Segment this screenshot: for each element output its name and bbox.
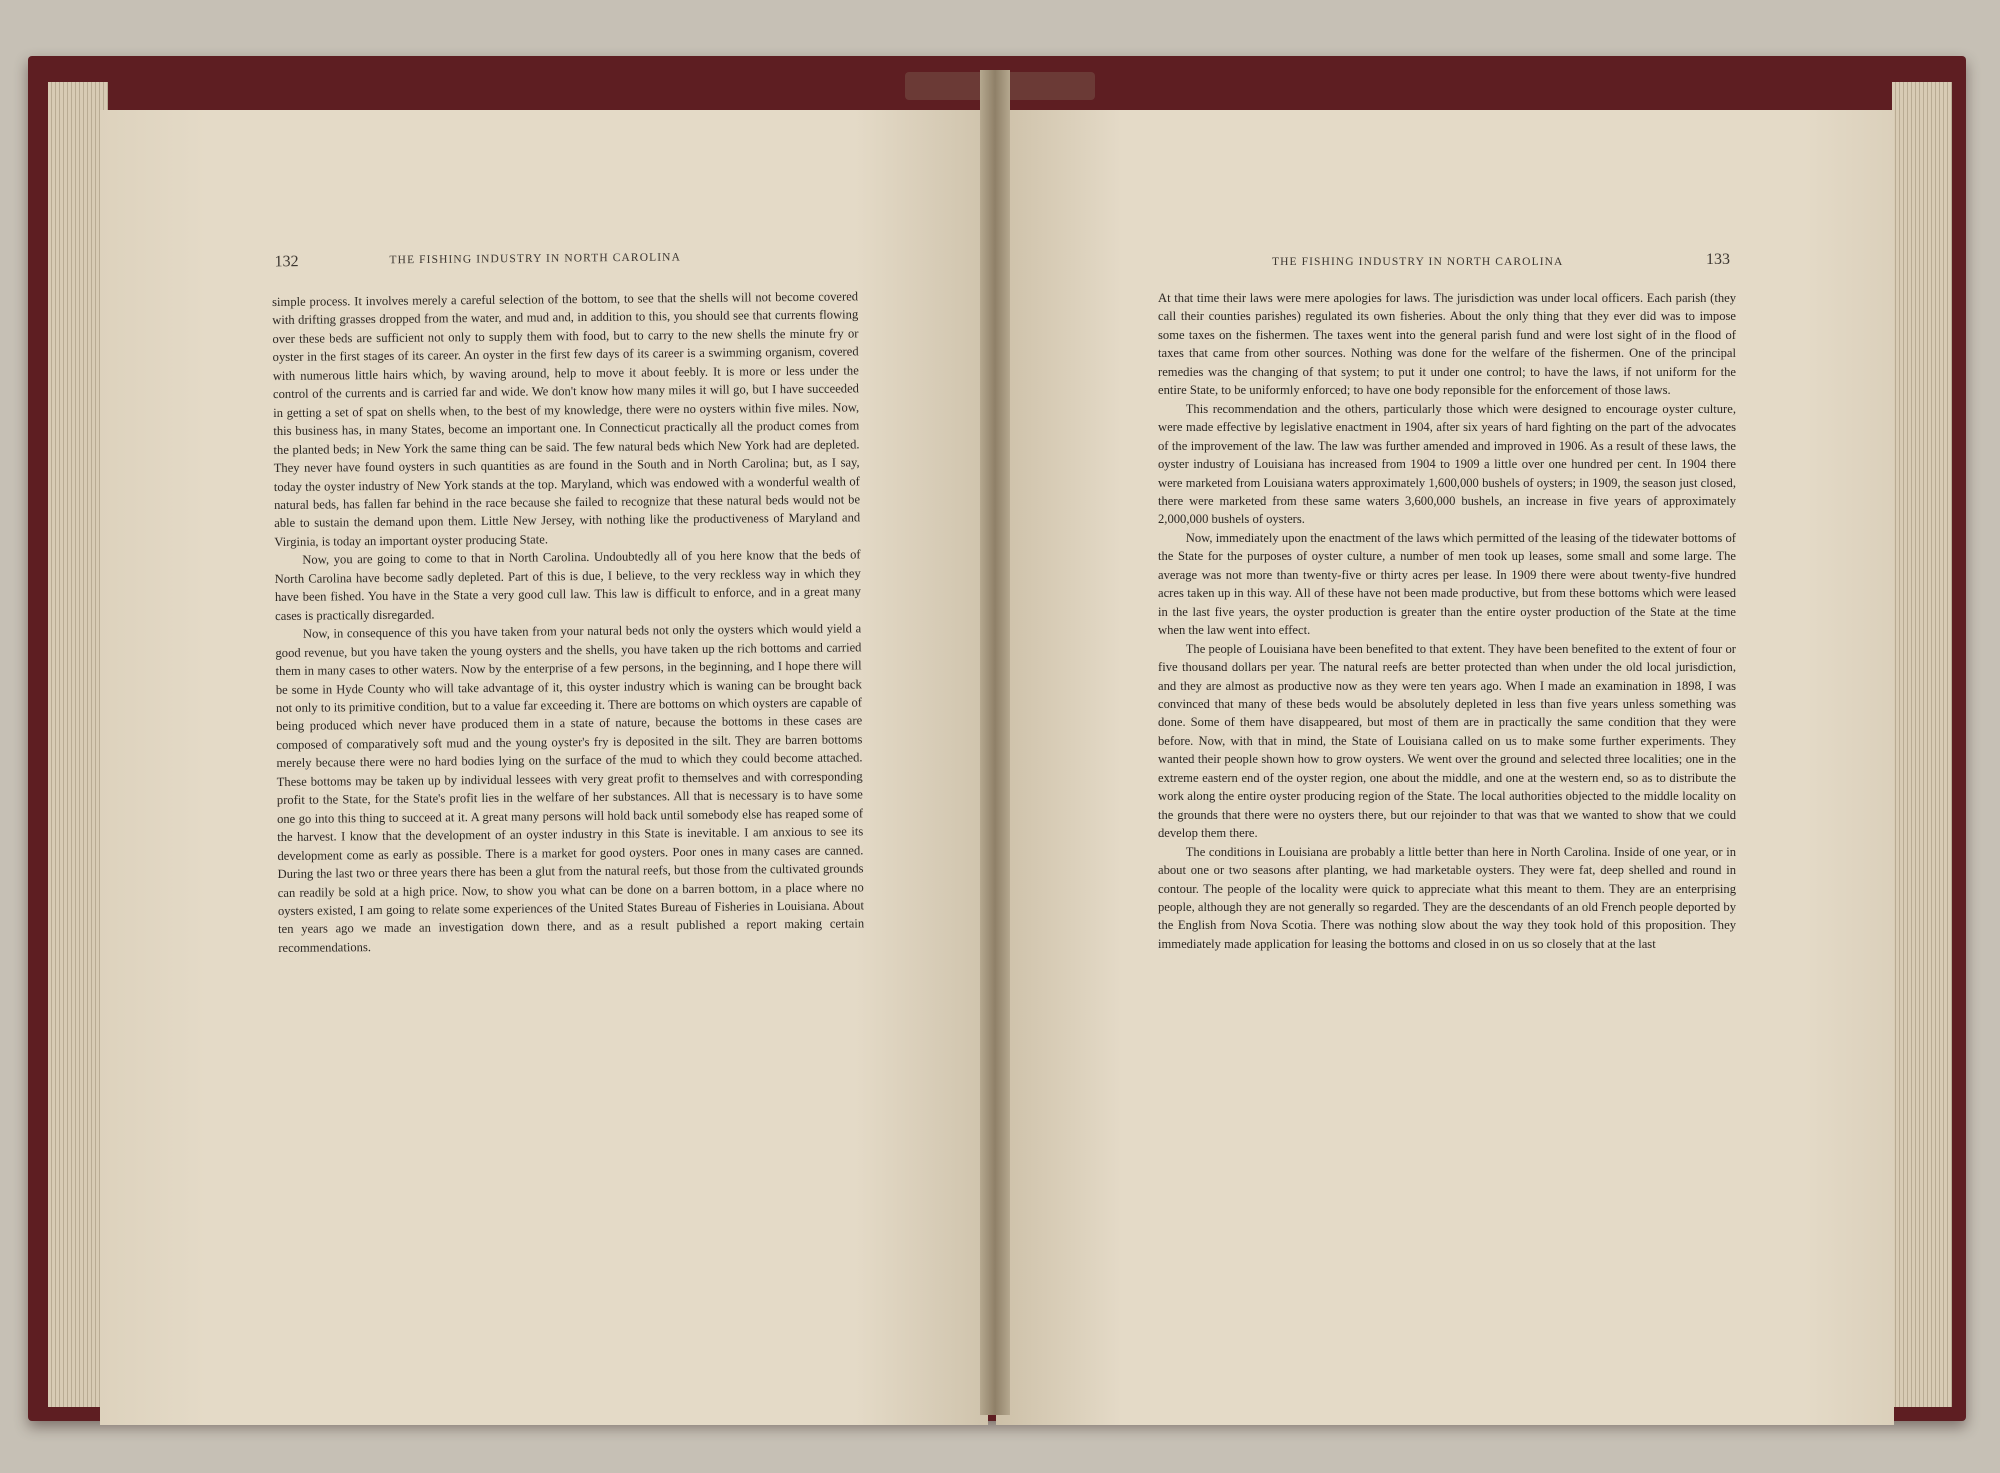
running-head-left: THE FISHING INDUSTRY IN NORTH CAROLINA — [389, 251, 682, 267]
paragraph: This recommendation and the others, particularly those which were designed to encourage oyster culture, were made effective by legislative enactment in 1904, after six years of hard fighting on the part of the advocates of the improvement of the law. The law was further amended and improved in 1906. As a result of these laws, the oyster industry of Louisiana has increased from 1904 to 1909 a little over one hundred per cent. In 1904 there were marketed from Louisiana waters approximately 1,600,000 bushels of oysters; in 1909, the season just closed, there were marketed from these same waters 3,600,000 bushels, an increase in five years of approximately 2,000,000 bushels of oysters. — [1158, 401, 1736, 527]
left-page-body — [272, 287, 864, 957]
paragraph: Now, immediately upon the enactment of the laws which permitted of the leasing of the tidewater bottoms of the State for the purposes of oyster culture, a number of men took up leases, some small and some large. The average was not more than twenty-five or thirty acres per lease. In 1909 there were about twenty-five hundred acres taken up in this way. All of these have not been made productive, but from these bottoms which were leased in the last five years, the oyster production is greater than the entire oyster production of the State at the time when the law went into effect. — [1158, 530, 1736, 638]
page-number-right: 133 — [1706, 251, 1730, 268]
paragraph: The conditions in Louisiana are probably a little better than here in North Carolina. Inside of one year, or in about one or two seasons after planting, we had marketable oysters. They were fat, deep shelled and round in contour. The people of the locality were quick to appreciate what this meant to them. They are an enterprising people, although they are not generally so regarded. They are the descendants of an old French people deported by the English from Nova Scotia. There was nothing slow about the way they took hold of this proposition. They immediately made application for leasing the bottoms and closed in on us so closely that at the last — [1158, 844, 1736, 951]
running-head-right: THE FISHING INDUSTRY IN NORTH CAROLINA — [1272, 256, 1564, 268]
paragraph: At that time their laws were mere apologies for laws. The jurisdiction was under local officers. Each parish (they call their counties parishes) regulated its own fisheries. About the only thing that they ever did was to impose some taxes on the fishermen. The taxes went into the general parish fund and were lost sight of in the flood of taxes that came from other sources. Nothing was done for the welfare of the fishermen. One of the principal remedies was the changing of that system; to put it under one control; to have the laws, if not uniform for the entire State, to be uniformly enforced; to have one body reponsible for the enforcement of those laws. — [1158, 291, 1736, 398]
page-number-left: 132 — [274, 253, 299, 271]
right-page-body — [1158, 289, 1736, 953]
paragraph: simple process. It involves merely a careful selection of the bottom, to see that the shells will not become covered with drifting grasses dropped from the water, and mud and, in addition to this, you should see that currents flowing over these beds are sufficient not only to supply them with food, but to carry to the new shells the minute fry or oyster in the first stages of its career. An oyster in the first few days of its career is a swimming organism, covered with numerous little hairs which, by waving around, help to move it about feebly. It is more or less under the control of the currents and is carried far and wide. We don't know how many miles it will go, but I have succeeded in getting a set of spat on shells when, to the best of my knowledge, there were no oysters within five miles. Now, this business has, in many States, become an important one. In Connecticut practically all the product comes from the planted beds; in New York the same thing can be said. The few natural beds which New York had are depleted. They never have found oysters in such quantities as are found in the South and in North Carolina; but, as I say, today the oyster industry of New York stands at the top. Maryland, which was endowed with a wonderful wealth of natural beds, has fallen far behind in the race because she failed to recognize that these natural beds would not be able to sustain the demand upon them. Little New Jersey, with nothing like the productiveness of Maryland and Virginia, is today an important oyster producing State. — [272, 289, 861, 549]
paragraph: Now, you are going to come to that in North Carolina. Undoubtedly all of you here know that the beds of North Carolina have become sadly depleted. Part of this is due, I believe, to the very reckless way in which they have been fished. You have in the State a very good cull law. This law is difficult to enforce, and in a great many cases is practically disregarded. — [274, 547, 861, 623]
paragraph: The people of Louisiana have been benefited to that extent. They have been benefited to the extent of four or five thousand dollars per year. The natural reefs are better protected than when under the old local jurisdiction, and they are almost as productive now as they were ten years ago. When I made an examination in 1898, I was convinced that many of these beds would be absolutely depleted in less than five years unless something was done. Some of them have disappeared, but most of them are in practically the same condition that they were before. Now, with that in mind, the State of Louisiana called on us to make some further experiments. They wanted their people shown how to grow oysters. We went over the ground and selected three localities; one in the extreme eastern end of the oyster region, one about the middle, and one at the western end, so as to distribute the work along the entire oyster producing region of the State. The local authorities objected to the middle locality on the grounds that there were no oysters there, but our rejoinder to that was that we wanted to show that we could develop them there. — [1158, 641, 1736, 841]
paragraph: Now, in consequence of this you have taken from your natural beds not only the oysters which would yield a good revenue, but you have taken the young oysters and the shells, you have taken up the rich bottoms and carried them in many cases to other waters. Now by the enterprise of a few persons, in the beginning, and I hope there will be some in Hyde County who will take advantage of it, this oyster industry which is waning can be brought back not only to its primitive condition, but to a value far exceeding it. There are bottoms on which oysters are capable of being produced which never have produced them in a state of nature, because the bottoms in these cases are composed of comparatively soft mud and the young oyster's fry is deposited in the silt. They are barren bottoms merely because there were no hard bodies lying on the surface of the mud to which they could become attached. These bottoms may be taken up by individual lessees with very great profit to themselves and with corresponding profit to the State, for the State's profit lies in the welfare of her substances. All that is necessary is to have some one go into this thing to succeed at it. A great many persons will hold back until somebody else has reaped some of the harvest. I know that the development of an oyster industry in this State is inevitable. I am anxious to see its development come as early as possible. There is a market for good oysters. Poor ones in many cases are canned. During the last two or three years there has been a glut from the natural reefs, but those from the cultivated grounds can readily be sold at a high price. Now, to show you what can be done on a barren bottom, in a place where no oysters existed, I am going to relate some experiences of the United States Bureau of Fisheries in Louisiana. About ten years ago we made an investigation down there, and as a result published a report making certain recommendations. — [275, 621, 865, 955]
